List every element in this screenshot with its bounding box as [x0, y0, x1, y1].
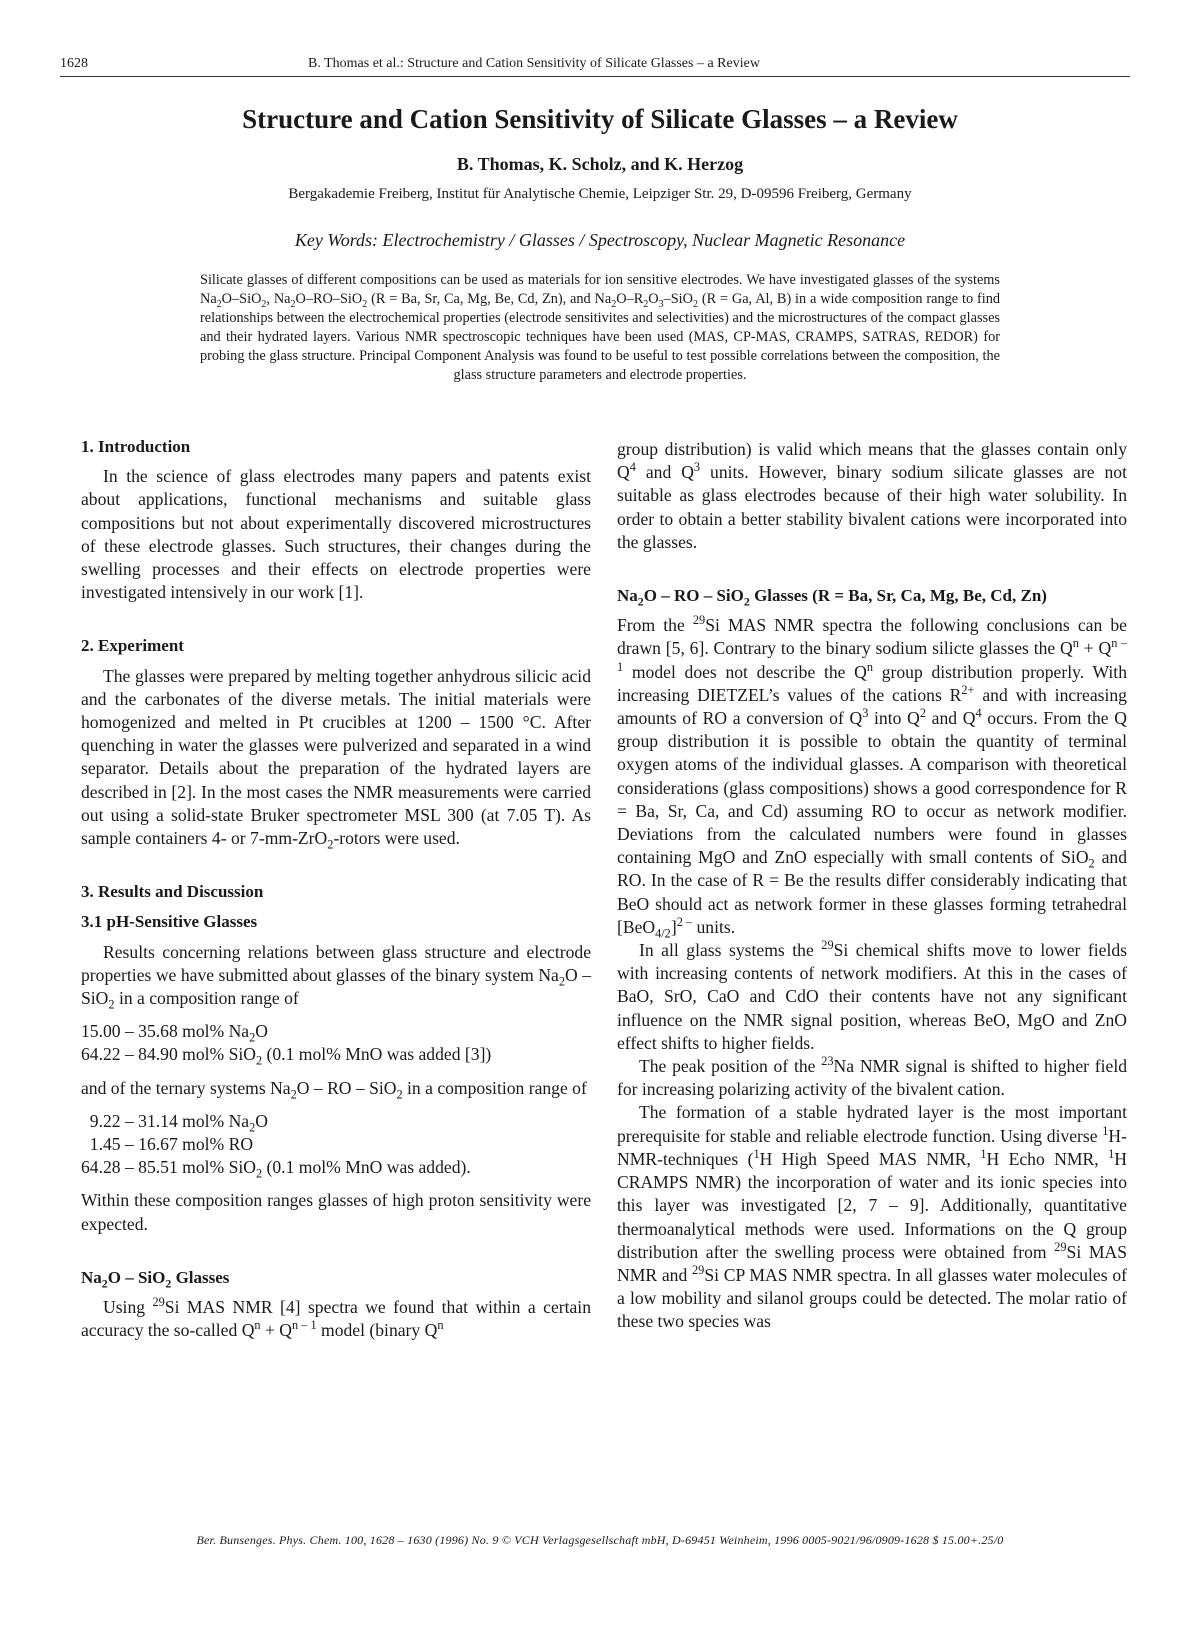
results-paragraph: Results concerning relations between glass structure and electrode properties we have submitted about glasses of the binary system $Na_2O - SiO_2$ in a composition range of	[81, 941, 591, 1012]
expectation-paragraph: Within these composition ranges glasses of high proton sensitivity were expected.	[81, 1190, 591, 1234]
composition-line: 64.28 – 85.51 mol% SiO$_2$ (0.1 mol% MnO was added).	[81, 1157, 471, 1181]
authors: B. Thomas, K. Scholz, and K. Herzog	[456, 154, 744, 174]
right-column	[617, 438, 1127, 1334]
composition-line: 9.22 – 31.14 mol% $Na_2O$	[81, 1110, 268, 1135]
subsection-heading-ternary: $Na_2O$ – RO – SiO$_2$ Glasses (R = Ba, Sr, Ca, Mg, Be, Cd, Zn)	[617, 586, 1047, 609]
journal-footer: Ber. Bunsenges. Phys. Chem. 100, 1628 – 1630 (1996) No. 9 © VCH Verlagsgesellschaft mbH, D-69451 Weinheim, 1996 0005-9021/96/0909-1628 $ 15.00+.25/0	[196, 1533, 1004, 1547]
page-number: 1628	[60, 56, 88, 71]
hydrated-layer-paragraph: The formation of a stable hydrated layer is the most important prerequisite for stable and reliable electrode function. Using diverse $^1$H-NMR-techniques ($^1$H High Speed MAS NMR, $^1$H Echo NMR, $^1$H CRAMPS NMR) the incorporation of water and its ionic species into this layer was investigated [2, 7 – 9]. Additionally, quantitative thermoanalytical methods were used. Informations on the Q group distribution after the swelling process were obtained from $^{29}$Si MAS NMR and $^{29}$Si CP MAS NMR spectra. In all glasses water molecules of a low mobility and silanol groups could be detected. The molar ratio of these two species was	[617, 1102, 1127, 1332]
ternary-paragraph: and of the ternary systems $Na_2O$ – RO – SiO$_2$ in a composition range of	[81, 1077, 587, 1102]
keywords: Key Words: Electrochemistry / Glasses / Spectroscopy, Nuclear Magnetic Resonance	[294, 230, 906, 250]
composition-line: 15.00 – 35.68 mol% $Na_2O$	[81, 1021, 268, 1045]
ternary-results-paragraph: From the $^{29}$Si MAS NMR spectra the following conclusions can be drawn [5, 6]. Contrary to the binary sodium silicte glasses the $Q^n + Q^{n - 1}$ model does not describe the $Q^n$ group distribution properly. With increasing DIETZEL’s values of the cations $R^{2+}$ and with increasing amounts of RO a conversion of $Q^3$ into $Q^2$ and $Q^4$ occurs. From the Q group distribution it is possible to obtain the quantity of terminal oxygen atoms of the individual glasses. A comparison with theoretical considerations (glass compositions) shows a good correspondence for R = Ba, Sr, Ca, and Cd) assuming RO to occur as network modifier. Deviations from the calculated numbers were found in glasses containing MgO and ZnO especially with small contents of SiO$_2$ and RO. In the case of R = Be the results differ considerably indicating that BeO should act as network former in these glasses forming tetrahedral $[BeO_{4/2}]^{2 -}$ units.	[617, 613, 1128, 941]
intro-paragraph: In the science of glass electrodes many papers and patents exist about applications, functional mechanisms and suitable glass compositions but not about experimentally discovered microstructures of these electrode glasses. Such structures, their changes during the swelling processes and their effects on electrode properties were investigated intensively in our work [1].	[81, 466, 591, 603]
running-title: B. Thomas et al.: Structure and Cation Sensitivity of Silicate Glasses – a Review	[308, 56, 760, 71]
left-column	[81, 435, 591, 1343]
experiment-paragraph: The glasses were prepared by melting together anhydrous silicic acid and the carbonates of the diverse metals. The initial materials were homogenized and melted in Pt crucibles at 1200 – 1500 °C. After quenching in water the glasses were pulverized and separated in a wind separator. Details about the preparation of the hydrated layers are described in [2]. In the most cases the NMR measurements were carried out using a solid-state Bruker spectrometer MSL 300 (at 7.05 T). As sample containers 4- or 7-mm-ZrO$_2$-rotors were used.	[81, 665, 591, 852]
affiliation: Bergakademie Freiberg, Institut für Analytische Chemie, Leipziger Str. 29, D-09596 Freiberg, Germany	[288, 186, 912, 202]
composition-line: 1.45 – 16.67 mol% RO	[81, 1134, 254, 1155]
section-heading-introduction: 1. Introduction	[81, 437, 191, 456]
composition-line: 64.22 – 84.90 mol% SiO$_2$ (0.1 mol% MnO was added [3])	[81, 1044, 492, 1068]
binary-paragraph: Using $^{29}$Si MAS NMR [4] spectra we found that within a certain accuracy the so-called $Q^n + Q^{n - 1}$ model (binary $Q^n$	[81, 1295, 591, 1341]
section-heading-results: 3. Results and Discussion	[81, 882, 264, 902]
header-rule	[60, 76, 1130, 77]
subsection-heading-binary: $Na_2O - SiO_2$ Glasses	[81, 1267, 230, 1291]
paper-title: Structure and Cation Sensitivity of Silicate Glasses – a Review	[242, 104, 958, 134]
chemical-shift-paragraph: In all glass systems the $^{29}$Si chemical shifts move to lower fields with increasing contents of network modifiers. At this in the cases of BaO, SrO, CaO and CdO their contents have not any significant influence on the NMR signal position, whereas BeO, MgO and ZnO effect shifts to higher fields.	[617, 938, 1127, 1053]
abstract: Silicate glasses of different compositions can be used as materials for ion sensitive electrodes. We have investigated glasses of the systems $Na_2O-SiO_2$, $Na_2O-RO-SiO_2$ (R = Ba, Sr, Ca, Mg, Be, Cd, Zn), and $Na_2O-R_2O_3-SiO_2$ (R = Ga, Al, B) in a wide composition range to find relationships between the electrochemical properties (electrode sensitivites and selectivities) and the microstructures of the compact glasses and their hydrated layers. Various NMR spectroscopic techniques have been used (MAS, CP-MAS, CRAMPS, SATRAS, REDOR) for probing the glass structure. Principal Component Analysis was found to be useful to test possible correlations between the composition, the glass structure parameters and electrode properties.	[200, 272, 1000, 384]
subsection-heading-ph: 3.1 pH-Sensitive Glasses	[81, 912, 258, 932]
sodium-nmr-paragraph: The peak position of the $^{23}$Na NMR signal is shifted to higher field for increasing polarizing activity of the bivalent cation.	[617, 1054, 1128, 1100]
continuation-paragraph: group distribution) is valid which means that the glasses contain only $Q^4$ and $Q^3$ units. However, binary sodium silicate glasses are not suitable as glass electrodes because of their high water solubility. In order to obtain a better stability bivalent cations were incorporated into the glasses.	[617, 439, 1127, 552]
section-heading-experiment: 2. Experiment	[81, 636, 184, 656]
